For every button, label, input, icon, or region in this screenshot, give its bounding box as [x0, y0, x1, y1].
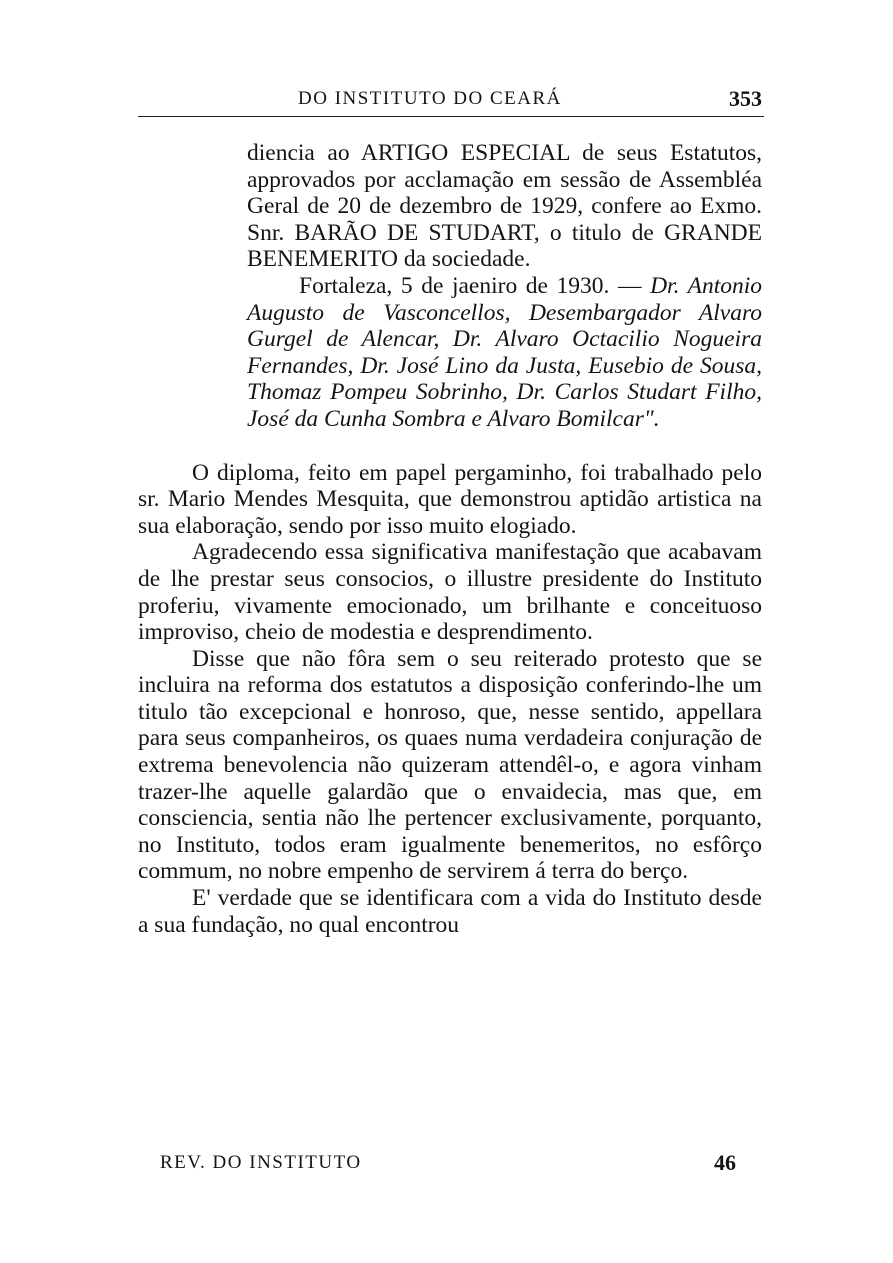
paragraph: Agradecendo essa significativa manifestação que acabavam de lhe prestar seus consocios, o illustre presidente do Instituto proferiu, vivamente emocionado, um brilhante e conceituoso improviso, cheio de modestia e desprendimento. — [138, 539, 762, 646]
page-header — [138, 86, 764, 117]
paragraph: Disse que não fôra sem o seu reiterado protesto que se incluira na reforma dos estatutos a disposição conferindo-lhe um titulo tão excepcional e honroso, que, nesse sentido, appellara para seus companheiros, os quaes numa verdadeira conjuração de extrema benevolencia não quizeram attendêl-o, e agora vinham trazer-lhe aquelle galardão que o envaidecia, mas que, em consciencia, sentia não lhe pertencer exclusivamente, porquanto, no Instituto, todos eram igualmente benemeritos, no esfôrço commum, no nobre empenho de servirem á terra do berço. — [138, 645, 762, 885]
resolution-text: diencia ao ARTIGO ESPECIAL de seus Estatutos, approvados por acclamação em sessão de Assembléa Geral de 20 de dezembro de 1929, confere ao Exmo. Snr. BARÃO DE STUDART, o titulo de GRANDE BENEMERITO da sociedade. — [247, 140, 762, 273]
paragraph: E' verdade que se identificara com a vida do Instituto desde a sua fundação, no qual encontrou — [138, 885, 762, 938]
running-title: DO INSTITUTO DO CEARÁ — [298, 88, 562, 109]
footer-label: REV. DO INSTITUTO — [160, 1152, 362, 1173]
page-number: 353 — [729, 86, 762, 111]
dateline: Fortaleza, 5 de jaeniro de 1930. — — [299, 272, 642, 299]
quoted-resolution — [138, 140, 762, 433]
page-footer — [160, 1150, 736, 1180]
signature-block — [247, 273, 762, 433]
signatories: Dr. Antonio Augusto de Vasconcellos, Desembargador Alvaro Gurgel de Alencar, Dr. Alvaro Octacilio Nogueira Fernandes, Dr. José Lino da Justa, Eusebio de Sousa, Thomaz Pompeu Sobrinho, Dr. Carlos Studart Filho, José da Cunha Sombra e Alvaro Bomilcar". — [247, 272, 763, 432]
body-text — [138, 140, 762, 938]
signature-number: 46 — [714, 1150, 736, 1175]
paragraph: O diploma, feito em papel pergaminho, foi trabalhado pelo sr. Mario Mendes Mesquita, que demonstrou aptidão artistica na sua elaboração, sendo por isso muito elogiado. — [138, 459, 762, 539]
